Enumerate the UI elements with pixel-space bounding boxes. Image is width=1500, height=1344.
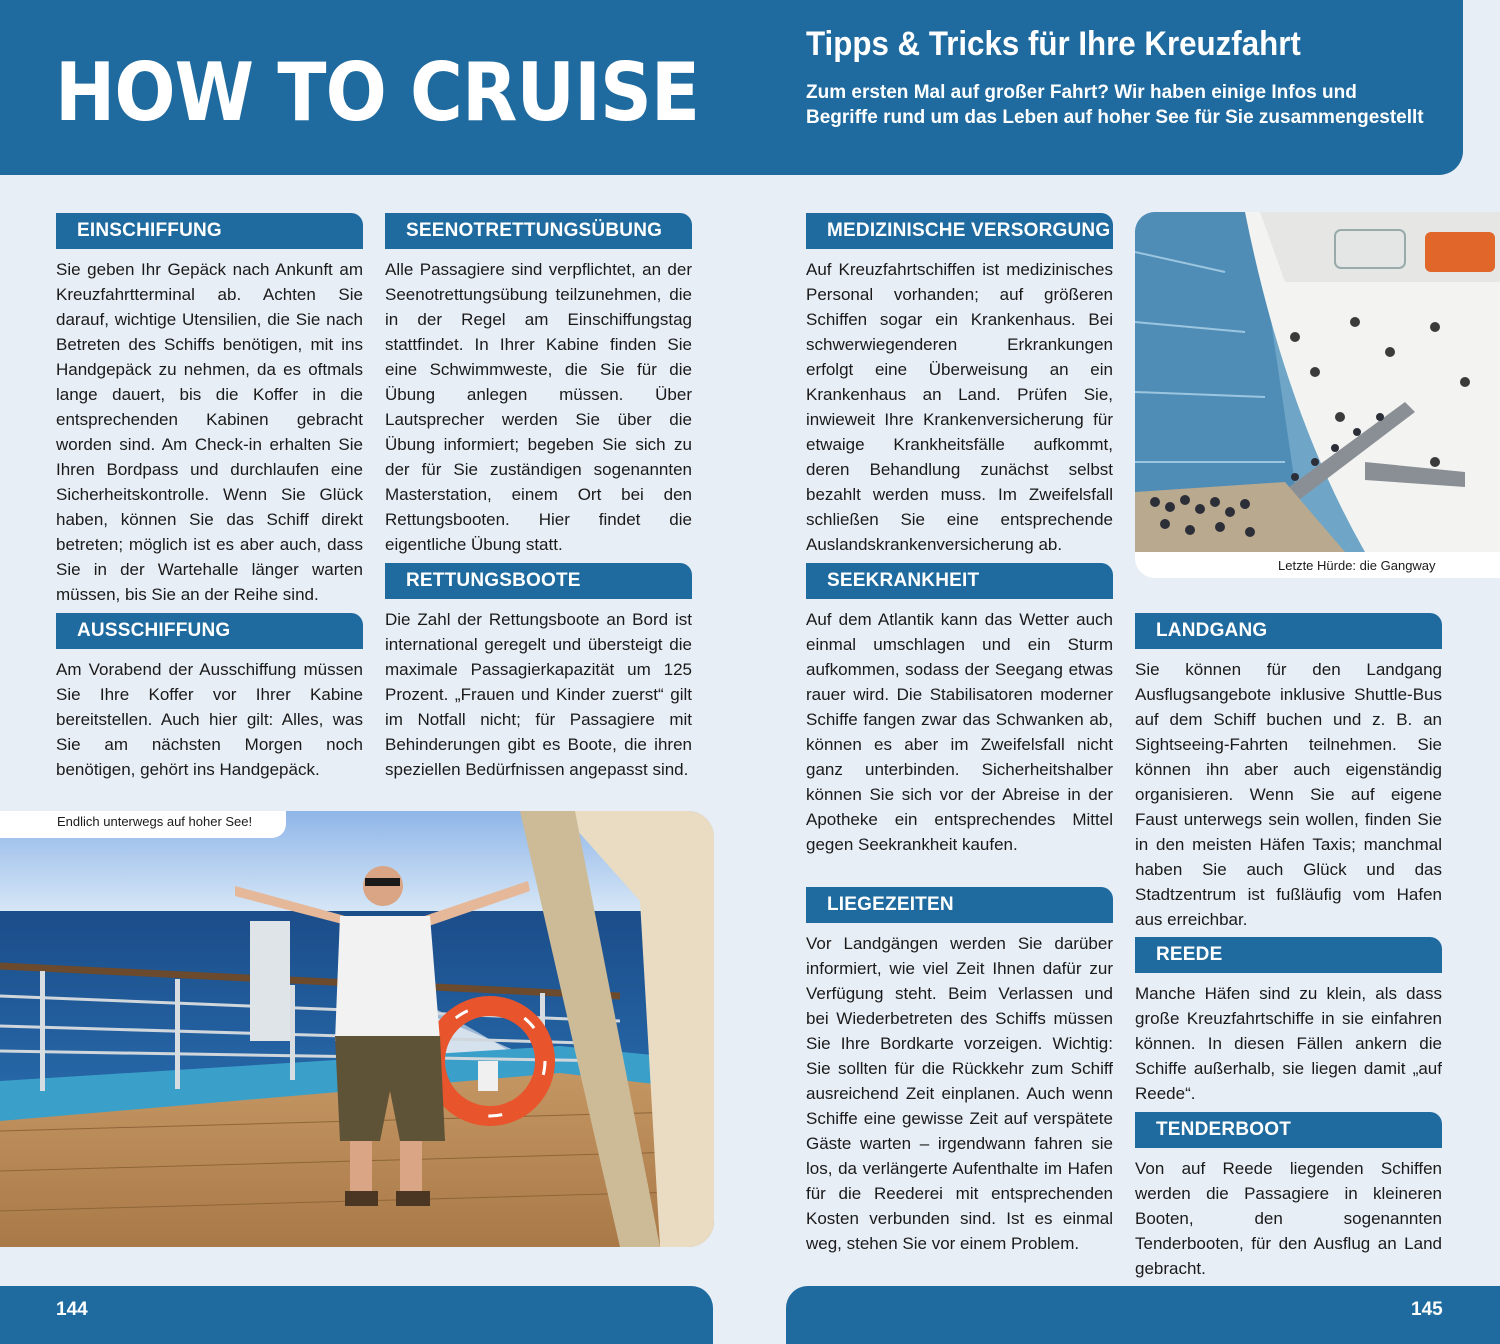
section-text: Auf dem Atlantik kann das Wetter auch einmal umschlagen und ein Sturm aufkommen, sodass der Seegang etwas rauer wird. Die Stabilisatoren moderner Schiffe fangen zwar das Schwanken ab, können es aber im Zweifelsfall nicht ganz unterbinden. Sicherheitshalber können Sie sich vor der Abreise in der Apotheke ein entsprechendes Mittel gegen Seekrankheit kaufen. [806, 610, 1113, 854]
section-rettungsboote [385, 563, 692, 782]
section-landgang [1135, 613, 1442, 932]
page-number-right: 145 [1411, 1299, 1443, 1320]
section-text: Manche Häfen sind zu klein, als dass große Kreuzfahrtschiffe in sie einfahren können. In diesen Fällen ankern die Schiffe außerhalb, sie liegen damit „auf Reede“. [1135, 984, 1442, 1103]
section-heading: MEDIZINISCHE VERSORGUNG [806, 213, 1113, 249]
section-heading: LIEGEZEITEN [806, 887, 1113, 923]
section-heading: SEEKRANKHEIT [806, 563, 1113, 599]
section-text: Am Vorabend der Ausschiffung müssen Sie Ihre Koffer vor Ihrer Kabine bereitstellen. Auch hier gilt: Alles, was Sie am nächsten Morgen noch benötigen, gehört ins Handgepäck. [56, 660, 363, 779]
section-seekrankheit [806, 563, 1113, 857]
section-liegezeiten [806, 887, 1113, 1256]
section-heading: REEDE [1135, 937, 1442, 973]
section-heading: AUSSCHIFFUNG [56, 613, 363, 649]
section-tenderboot [1135, 1112, 1442, 1281]
section-text: Vor Landgängen werden Sie darüber informiert, wie viel Zeit Ihnen dafür zur Verfügung steht. Beim Verlassen und bei Wiederbetreten des Schiffs müssen Sie Ihre Bordkarte vorzeigen. Wichtig: Sie sollten für die Rückkehr zum Schiff ausreichend Zeit einplanen. Auch wenn Schiffe eine gewisse Zeit auf verspätete Gäste warten – irgendwann fahren sie los, da verlängerte Aufenthalte im Hafen für die Reederei mit entsprechenden Kosten verbunden sind. Ist es einmal weg, stehen Sie vor einem Problem. [806, 934, 1113, 1253]
header-banner [0, 0, 1463, 175]
page-title: HOW TO CRUISE [55, 46, 700, 139]
deck-photo-image [0, 811, 714, 1247]
intro-text: Zum ersten Mal auf großer Fahrt? Wir haben einige Infos und Begriffe rund um das Leben auf hoher See für Sie zusammengestellt [806, 82, 1424, 128]
gangway-photo-image [1135, 212, 1500, 552]
section-text: Von auf Reede liegenden Schiffen werden die Passagiere in kleineren Booten, den sogenannten Tenderbooten, für den Ausflug an Land gebracht. [1135, 1159, 1442, 1278]
section-heading: TENDERBOOT [1135, 1112, 1442, 1148]
page-number-left: 144 [56, 1299, 88, 1320]
section-ausschiffung [56, 613, 363, 782]
section-reede [1135, 937, 1442, 1106]
photo-caption: Endlich unterwegs auf hoher See! [0, 811, 286, 838]
section-seenotrettungsuebung [385, 213, 692, 557]
footer-bar-right [786, 1286, 1500, 1344]
page-subtitle: Tipps & Tricks für Ihre Kreuzfahrt [806, 25, 1301, 63]
footer-bar-left [0, 1286, 713, 1344]
section-medizinische-versorgung [806, 213, 1113, 557]
section-text: Sie geben Ihr Gepäck nach Ankunft am Kreuzfahrtterminal ab. Achten Sie darauf, wichtige Utensilien, die Sie nach Betreten des Schiffs benötigen, mit ins Handgepäck zu nehmen, da es oftmals lange dauert, bis die Koffer in die entsprechenden Kabinen gebracht worden sind. Am Check-in erhalten Sie Ihren Bordpass und durchlaufen eine Sicherheitskontrolle. Wenn Sie Glück haben, können Sie das Schiff direkt betreten; möglich ist es aber auch, dass Sie in der Wartehalle länger warten müssen, bis Sie an der Reihe sind. [56, 260, 363, 604]
section-text: Die Zahl der Rettungsboote an Bord ist international geregelt und übersteigt die maximale Passagierkapazität um 125 Prozent. „Frauen und Kinder zuerst“ gilt im Notfall nicht; für Passagiere mit Behinderungen gibt es Boote, die ihren speziellen Bedürfnissen angepasst sind. [385, 610, 692, 779]
section-text: Alle Passagiere sind verpflichtet, an der Seenotrettungsübung teilzunehmen, die in der Regel am Einschiffungstag stattfindet. In Ihrer Kabine finden Sie eine Schwimmweste, die Sie für die Übung anlegen müssen. Über Lautsprecher werden Sie über die Übung informiert; begeben Sie sich zu der für Sie zuständigen sogenannten Masterstation, einem Ort bei den Rettungsbooten. Hier findet die eigentliche Übung statt. [385, 260, 692, 554]
photo-caption: Letzte Hürde: die Gangway [1278, 558, 1436, 573]
section-einschiffung [56, 213, 363, 607]
section-heading: RETTUNGSBOOTE [385, 563, 692, 599]
section-text: Sie können für den Landgang Ausflugsangebote inklusive Shuttle-Bus auf dem Schiff buchen und z. B. an Sightseeing-Fahrten teilnehmen. Sie können ihn aber auch eigenständig organisieren. Wenn Sie auf eigene Faust unterwegs sein wollen, finden Sie in den meisten Häfen Taxis; manchmal haben Sie auch Glück und das Stadtzentrum ist fußläufig vom Hafen aus erreichbar. [1135, 660, 1442, 929]
section-heading: SEENOTRETTUNGSÜBUNG [385, 213, 692, 249]
section-text: Auf Kreuzfahrtschiffen ist medizinisches Personal vorhanden; auf größeren Schiffen sogar ein Krankenhaus. Bei schwerwiegenderen Erkrankungen erfolgt eine Überweisung an ein Krankenhaus an Land. Prüfen Sie, inwieweit Ihre Krankenversicherung für etwaige Krankheitsfälle aufkommt, deren Behandlung zunächst selbst bezahlt werden muss. Im Zweifelsfall schließen Sie eine entsprechende Auslandskrankenversicherung ab. [806, 260, 1113, 554]
deck-photo [0, 811, 714, 1247]
section-heading: LANDGANG [1135, 613, 1442, 649]
section-heading: EINSCHIFFUNG [56, 213, 363, 249]
gangway-photo [1135, 212, 1500, 578]
